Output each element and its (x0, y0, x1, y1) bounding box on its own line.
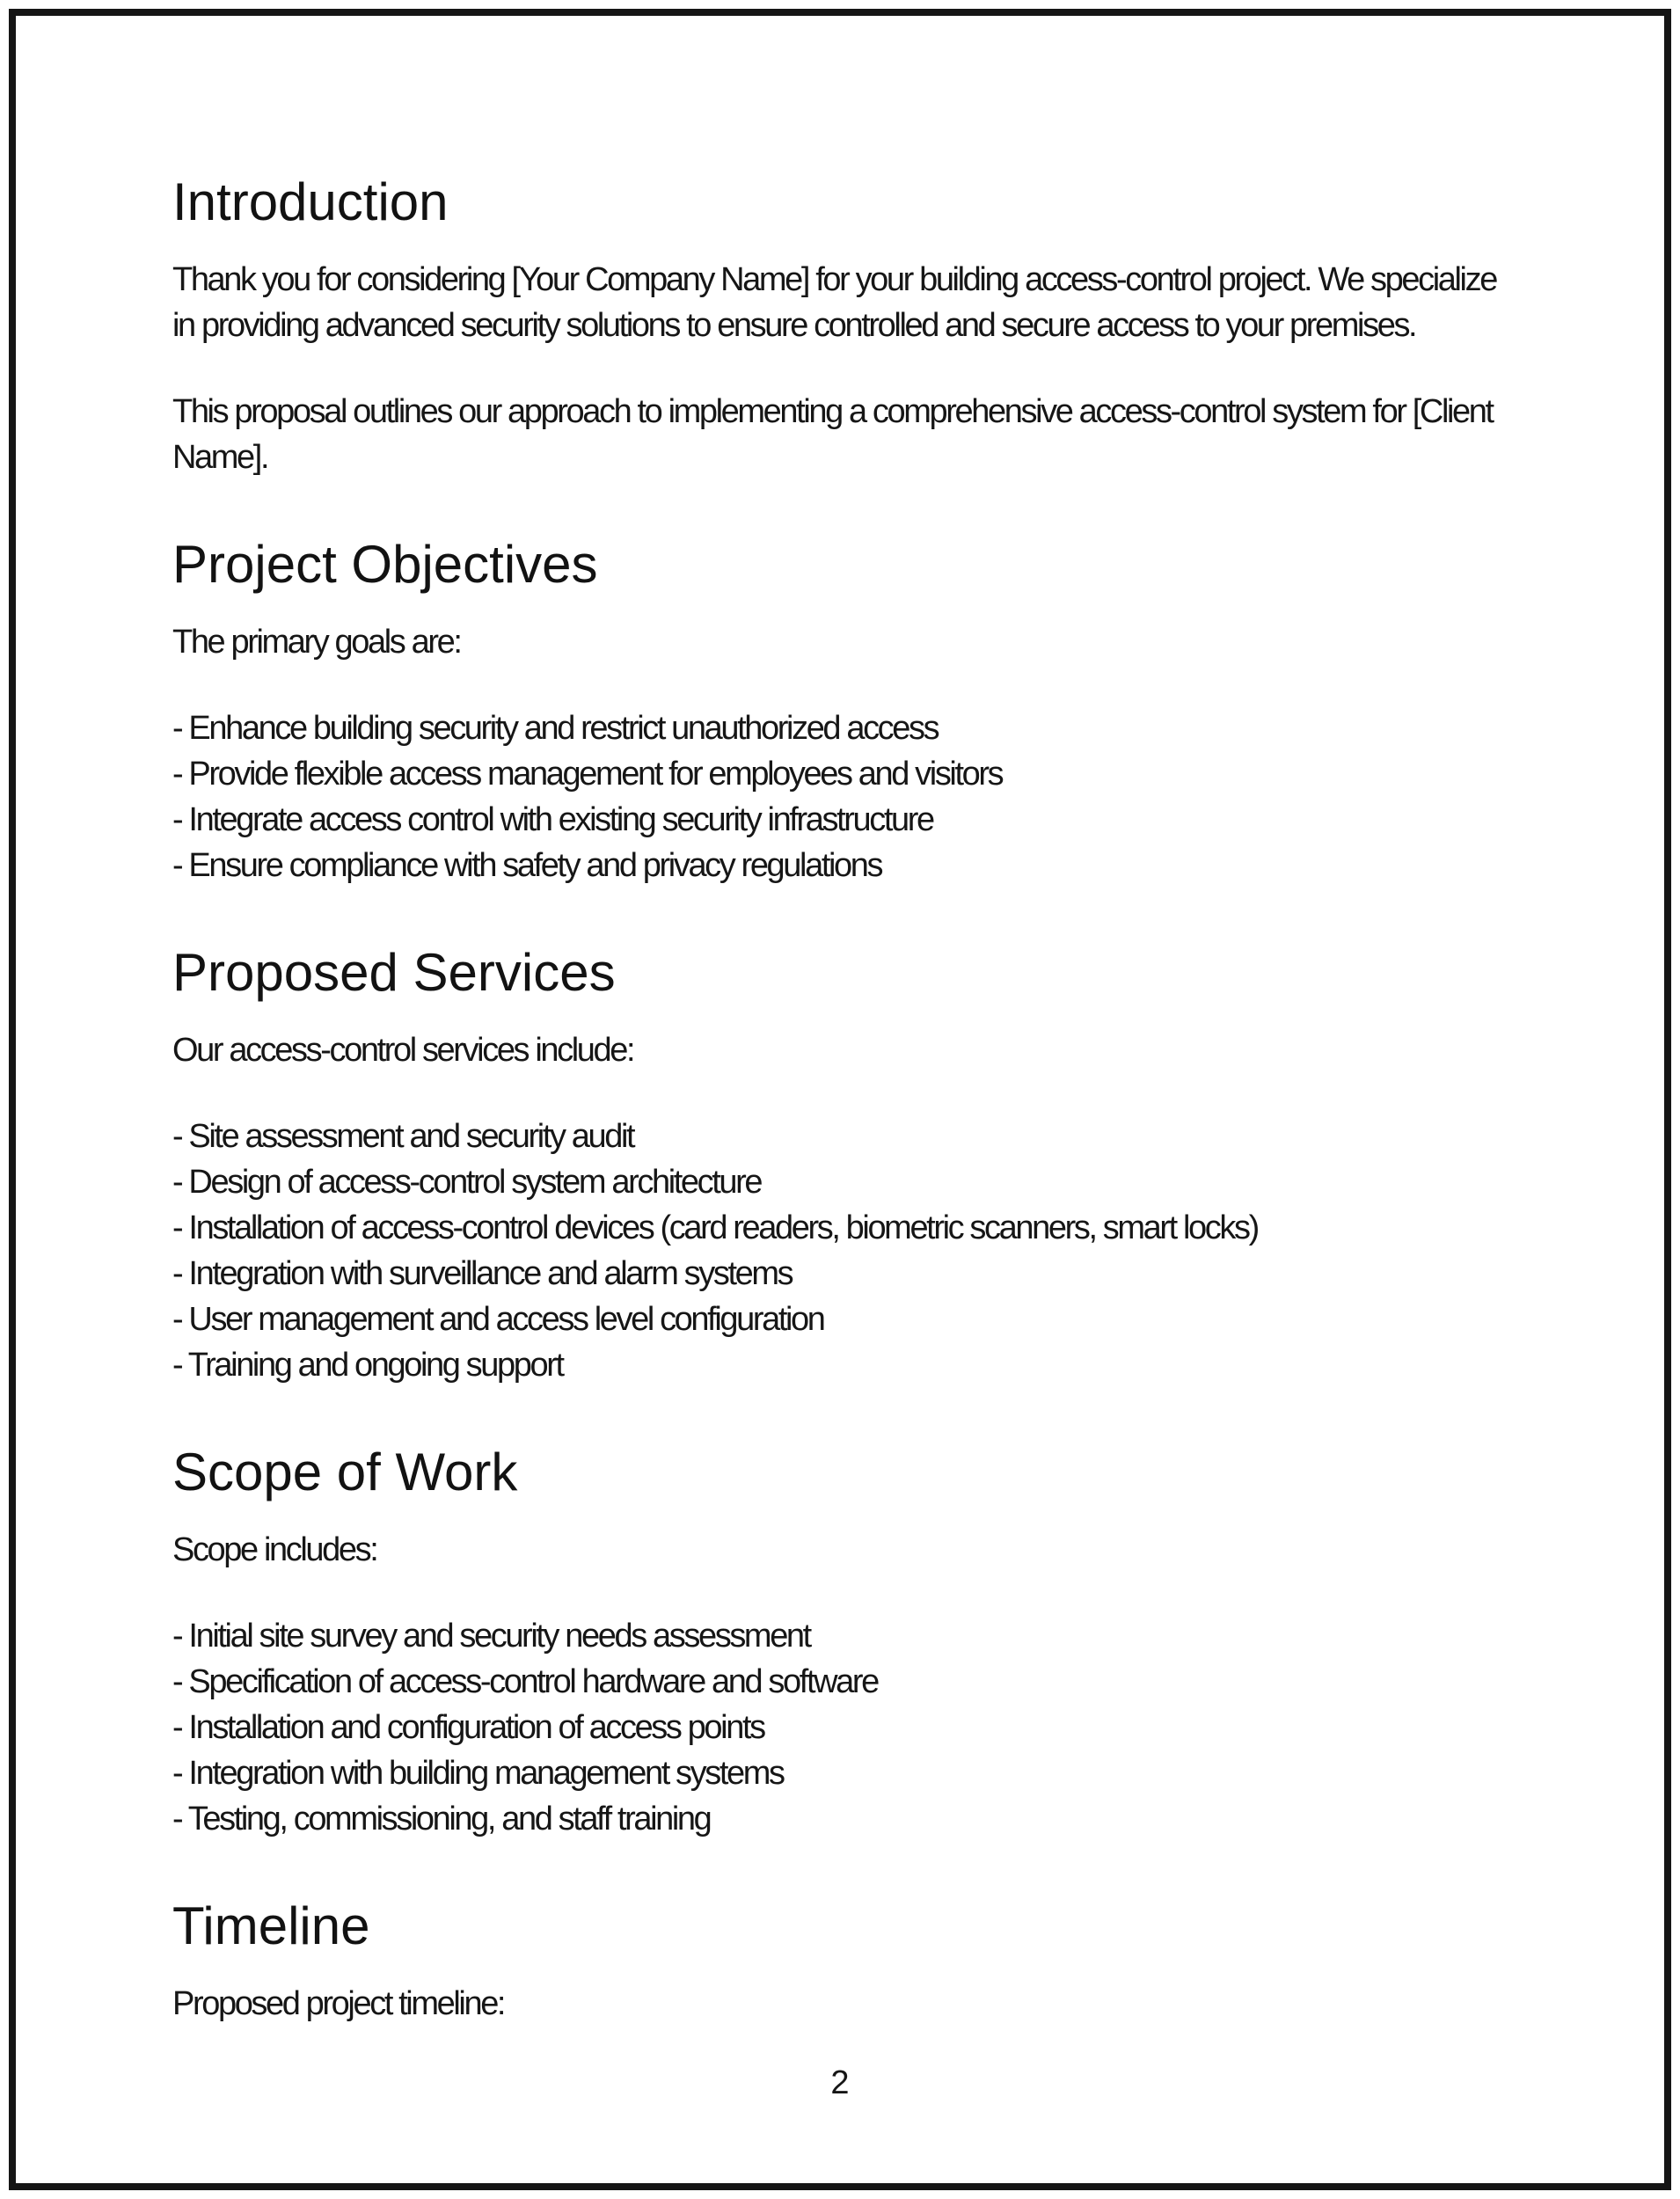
text-line: This proposal outlines our approach to implementing a comprehensive access-control system for [Client (172, 393, 1493, 430)
bullet-list (172, 705, 1509, 888)
list-item-line: - Design of access-control system architecture (172, 1164, 762, 1201)
text-line: Scope includes: (172, 1531, 377, 1568)
paragraph (172, 1981, 1509, 2027)
section-scope-of-work (172, 1441, 1509, 1842)
text-line: in providing advanced security solutions to ensure controlled and secure access to your premises. (172, 307, 1416, 344)
list-item-line: - Site assessment and security audit (172, 1118, 634, 1155)
list-item-line: - Training and ongoing support (172, 1347, 563, 1384)
list-item-line: - Enhance building security and restrict unauthorized access (172, 710, 939, 747)
section-heading-introduction: Introduction (172, 172, 449, 231)
section-heading-timeline: Timeline (172, 1896, 370, 1955)
text-line: Thank you for considering [Your Company Name] for your building access-control project. We specialize (172, 261, 1496, 298)
list-item-line: - User management and access level configuration (172, 1301, 824, 1338)
bullet-list (172, 1613, 1509, 1842)
page-number: 2 (830, 2064, 850, 2101)
list-item-line: - Ensure compliance with safety and privacy regulations (172, 847, 882, 884)
text-line: Name]. (172, 439, 268, 476)
bullet-list (172, 1114, 1509, 1388)
section-heading-scope-of-work: Scope of Work (172, 1443, 518, 1501)
text-line: The primary goals are: (172, 624, 461, 661)
list-item-line: - Integrate access control with existing security infrastructure (172, 801, 933, 838)
paragraph (172, 619, 1509, 665)
paragraph (172, 257, 1509, 348)
paragraph (172, 1027, 1509, 1073)
list-item-line: - Initial site survey and security needs assessment (172, 1618, 810, 1655)
list-item-line: - Installation of access-control devices (card readers, biometric scanners, smart locks) (172, 1209, 1258, 1246)
section-heading-proposed-services: Proposed Services (172, 943, 616, 1002)
list-item-line: - Specification of access-control hardware and software (172, 1663, 878, 1700)
text-line: Our access-control services include: (172, 1032, 634, 1069)
list-item-line: - Provide flexible access management for employees and visitors (172, 756, 1003, 793)
paragraph (172, 389, 1509, 480)
list-item-line: - Installation and configuration of access points (172, 1709, 764, 1746)
section-proposed-services (172, 941, 1509, 1388)
section-project-objectives (172, 533, 1509, 888)
section-introduction (172, 171, 1509, 480)
list-item-line: - Integration with building management systems (172, 1755, 784, 1792)
section-timeline (172, 1895, 1509, 2027)
paragraph (172, 1527, 1509, 1573)
section-heading-project-objectives: Project Objectives (172, 535, 598, 594)
list-item-line: - Integration with surveillance and alarm systems (172, 1255, 793, 1292)
list-item-line: - Testing, commissioning, and staff training (172, 1801, 711, 1837)
text-line: Proposed project timeline: (172, 1985, 505, 2022)
